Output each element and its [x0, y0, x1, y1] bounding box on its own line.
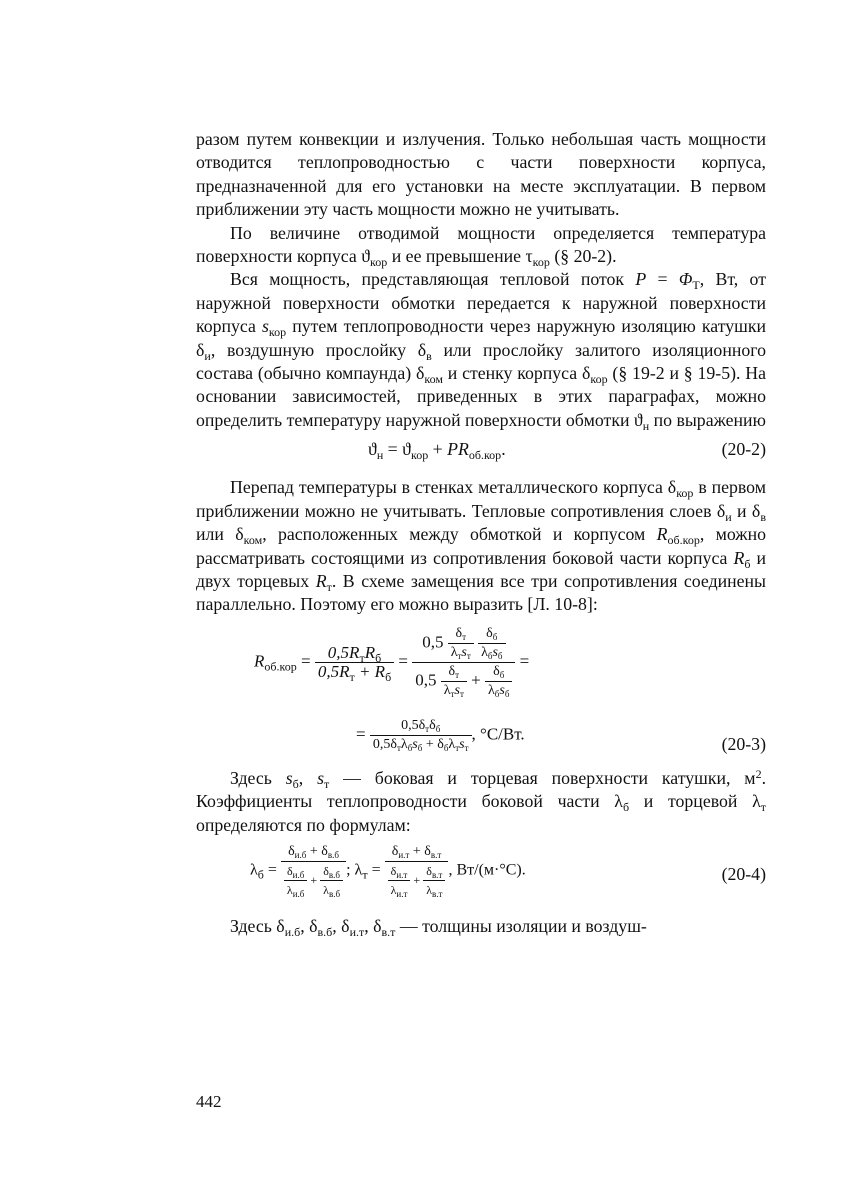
- paragraph-3: Вся мощность, представляющая тепловой поток $P = \Phi_T$, Вт, от наружной поверхности обмотки передается к наружной поверхности корпуса $s_{кор}$ путем теплопроводности через наружную изоляцию катушки $\delta_и$, воздушную прослойку $\delta_в$ или прослойку залитого изоляционного состава (обычно компаунда) $\delta_{ком}$ и стенку корпуса $\delta_{кор}$ (§ 19-2 и § 19-5). На основании зависимостей, приведенных в этих параграфах, можно определить температуру наружной поверхности обмотки $ϑ_н$ по выражению: [196, 269, 766, 433]
- equation-number: (20-4): [721, 863, 766, 884]
- paragraph-2: По величине отводимой мощности определяется температура поверхности корпуса $ϑ_{кор}$ и ее превышение $\tau_{кор}$ (§ 20-2).: [196, 222, 766, 270]
- equation-20-2: $ϑ_н = ϑ_{кор} + PR_{об.кор}$. (20-2): [368, 439, 766, 463]
- fraction-3: $\frac{0,5\delta_т\delta_б}{0,5\delta_т\lambda_бs_б + \delta_б\lambda_тs_т}$: [370, 717, 472, 754]
- paragraph-6: Здесь $\delta_{и.б}$, $\delta_{в.б}$, $\delta_{и.т}$, $\delta_{в.т}$ — толщины изоляции и воздуш-: [230, 915, 647, 939]
- paragraph-5: Здесь $s_б$, $s_т$ — боковая и торцевая поверхности катушки, $м^2$. Коэффициенты теплопроводности боковой части $\lambda_б$ и торцевой $\lambda_т$ определяются по формулам:: [196, 766, 767, 835]
- page-number: 442: [196, 1092, 222, 1111]
- page-body: [196, 128, 766, 938]
- paragraph-4: Перепад температуры в стенках металлического корпуса $\delta_{кор}$ в первом приближении можно не учитывать. Тепловые сопротивления слоев $\delta_и$ и $\delta_в$ или $\delta_{ком}$, расположенных между обмоткой и корпусом $R_{об.кор}$, можно рассматривать состоящими из сопротивления боковой части корпуса $R_б$ и двух торцевых $R_т$. В схеме замещения все три сопротивления соединены параллельно. Поэтому его можно выразить [Л. 10-8]:: [196, 477, 767, 615]
- fraction-2: 0,5 $\frac{\delta_т}{\lambda_тs_т}$ $\frac{\delta_б}{\lambda_бs_б}$ 0,5 $\frac{\delta_т}{\lambda_тs_т}$ + $\frac{\delta_б}{\lambda_бs_б}$: [412, 625, 515, 700]
- fraction-lambda-t: $\delta_{и.т} + \delta_{в.т}$ $\frac{\delta_{и.т}}{\lambda_{и.т}}$ + $\frac{\delta_{в.т}}{\lambda_{в.т}}$: [385, 843, 449, 899]
- paragraph-1: разом путем конвекции и излучения. Только небольшая часть мощности отводится теплопроводностью с части поверхности корпуса, предназначенной для его установки на месте эксплуатации. В первом приближении эту часть мощности можно не учитывать.: [196, 129, 766, 220]
- equation-20-4: $\lambda_б$ = $\delta_{и.б} + \delta_{в.б}$ $\frac{\delta_{и.б}}{\lambda_{и.б}}$ + $\frac{\delta_{в.б}}{\lambda_{в.б}}$ ; $\lambda_т$ = $\delta_{и.т} + \delta_{в.т}$ $\frac{\delta_{и.т}}{\lambda_{и.т}}$ + $\frac{\delta_{в.т}}{\lambda_{в.т}}$ , Вт/(м·°С). (20-4): [250, 843, 766, 899]
- fraction-1: $\frac{0,5R_тR_б}{0,5R_т + R_б}$: [315, 644, 394, 681]
- equation-20-3: $R_{об.кор}$ = $\frac{0,5R_тR_б}{0,5R_т + R_б}$ = 0,5 $\frac{\delta_т}{\lambda_тs_т}$ $\frac{\delta_б}{\lambda_бs_б}$ 0,5 $\frac{\delta_т}{\lambda_тs_т}$ + $\frac{\delta_б}{\lambda_бs_б}$ = = $\frac{0,5\delta_т\delta_б}{0,5\delta_т\lambda_бs_б + \delta_б\lambda_тs_т}$ , °С/Вт. (20-3): [196, 617, 766, 767]
- equation-number: (20-2): [721, 439, 766, 460]
- fraction-lambda-b: $\delta_{и.б} + \delta_{в.б}$ $\frac{\delta_{и.б}}{\lambda_{и.б}}$ + $\frac{\delta_{в.б}}{\lambda_{в.б}}$: [281, 843, 346, 899]
- equation-number: (20-3): [721, 733, 766, 754]
